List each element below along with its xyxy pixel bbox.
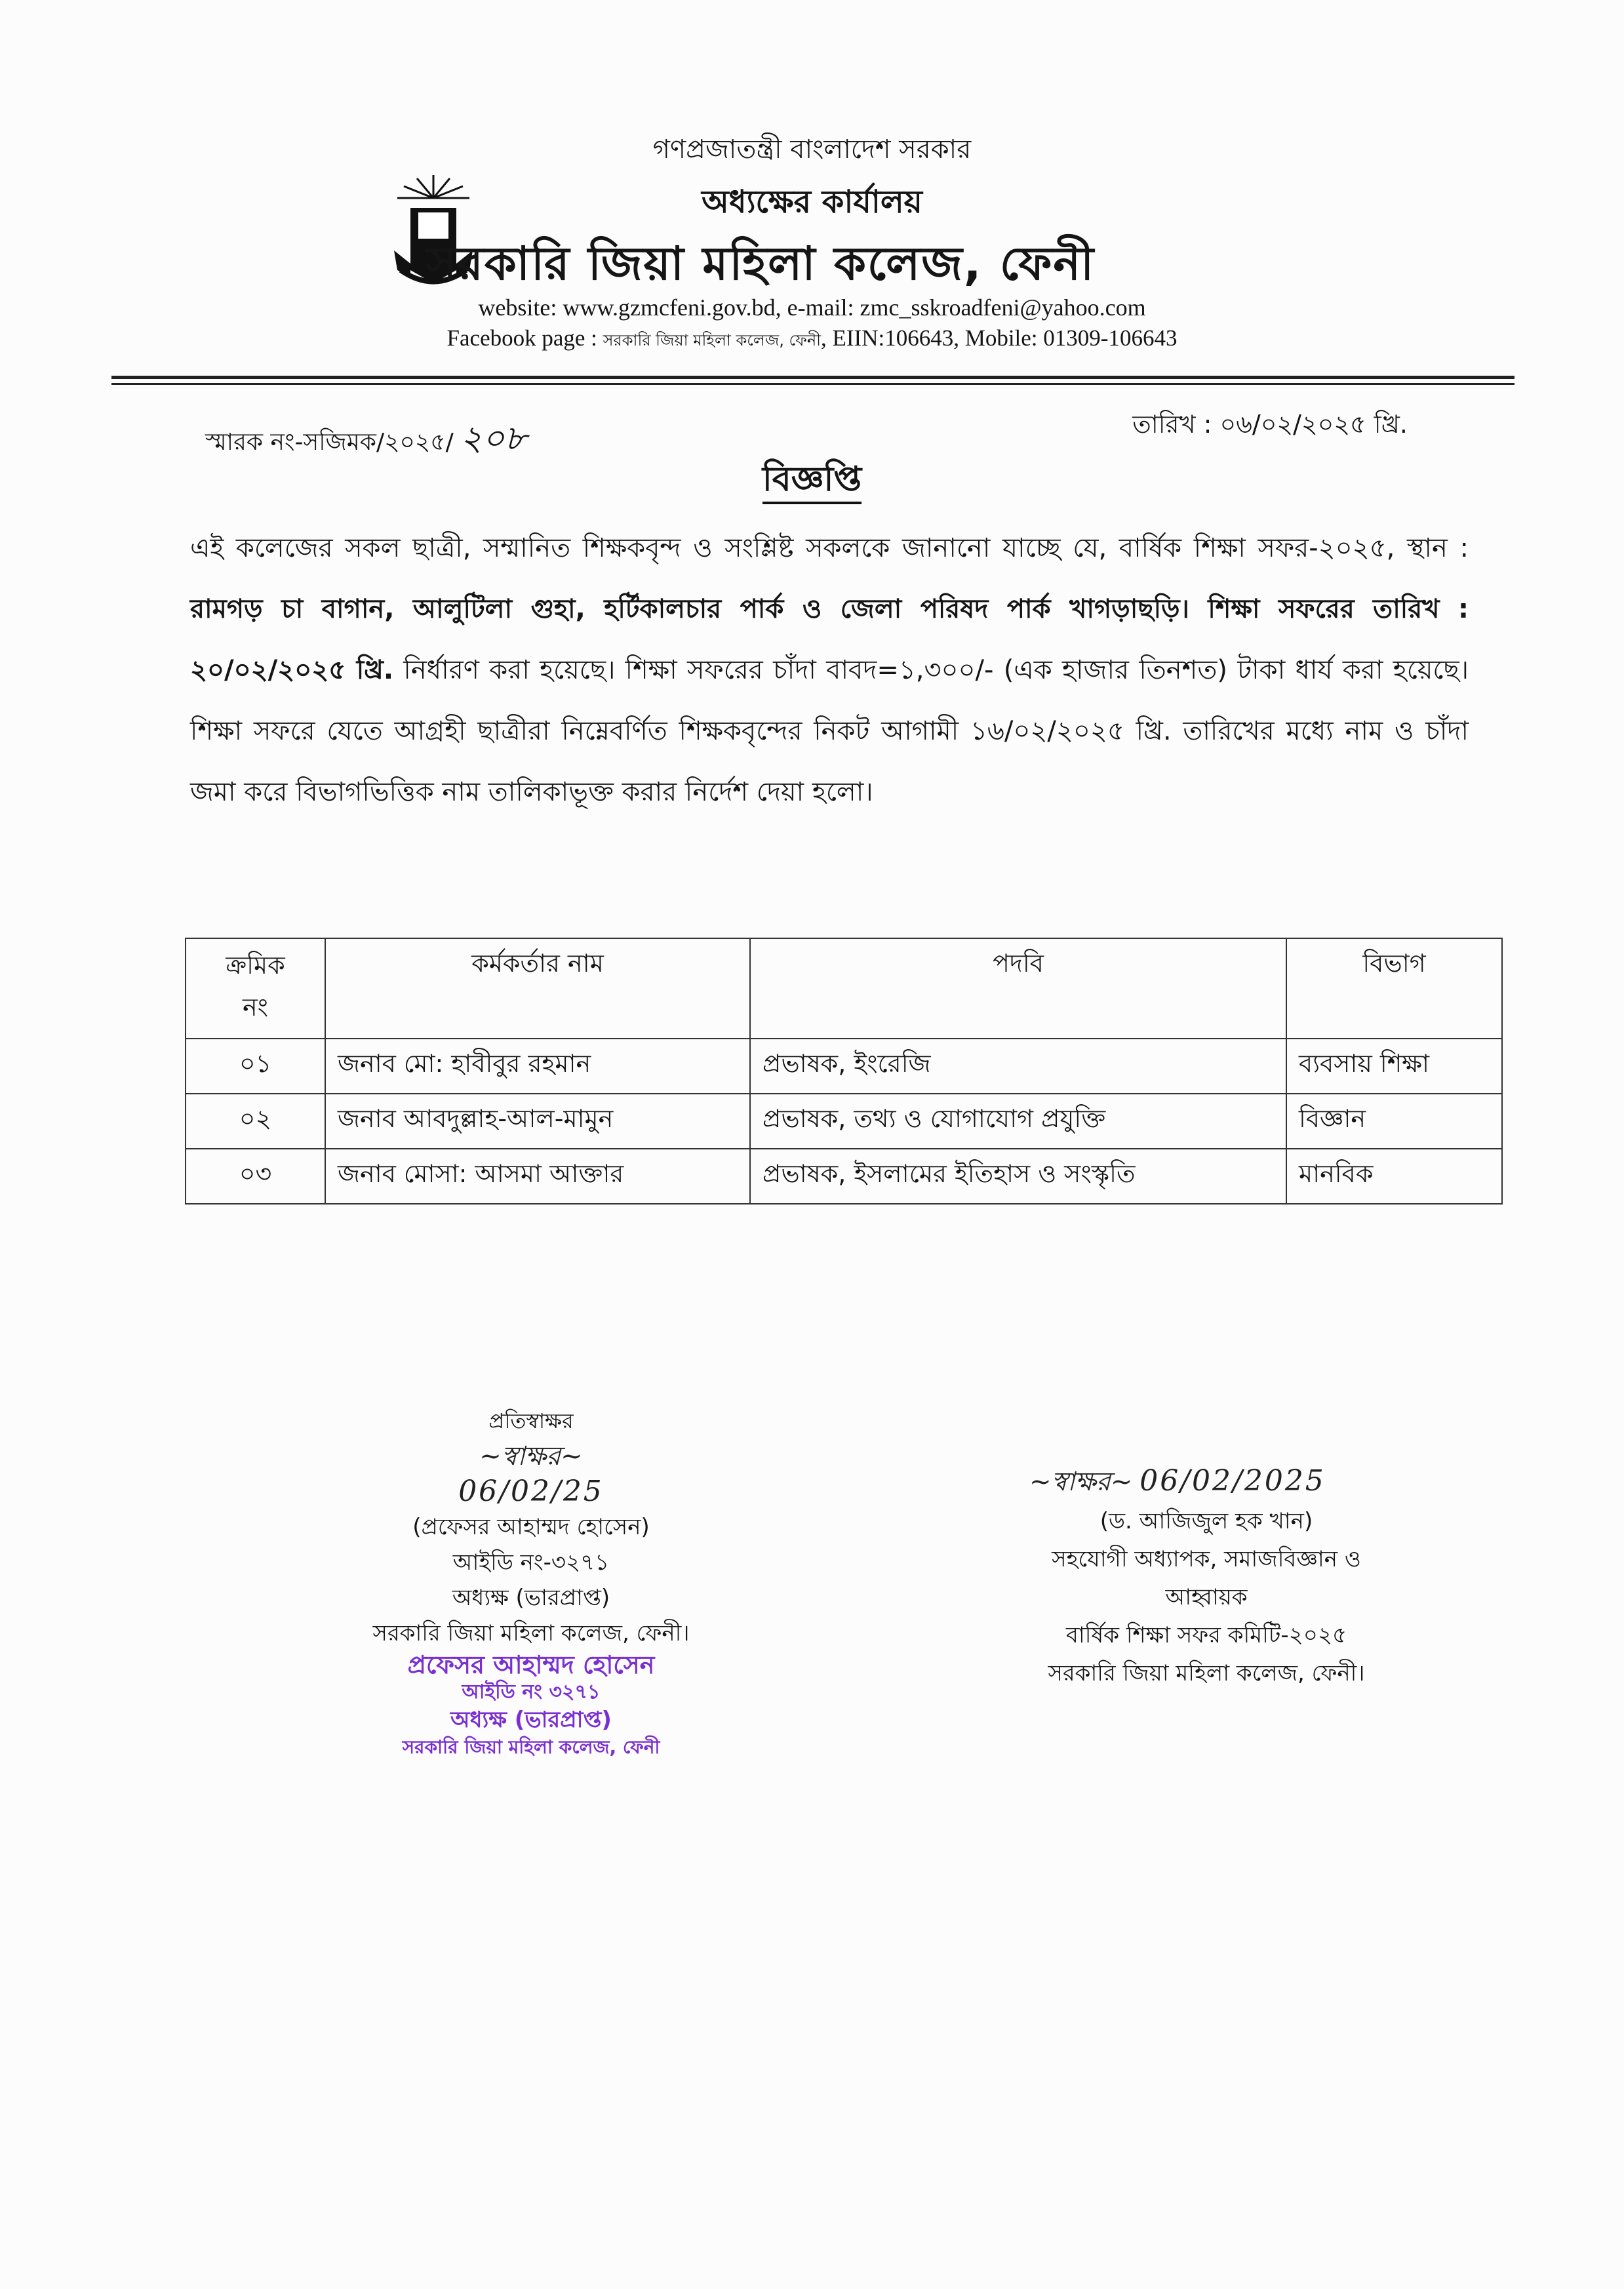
cell-serial: ০৩ xyxy=(186,1149,325,1204)
convener-role: আহ্বায়ক xyxy=(1165,1584,1248,1610)
government-title: গণপ্রজাতন্ত্রী বাংলাদেশ সরকার xyxy=(652,134,972,165)
notice-date: তারিখ : ০৬/০২/২০২৫ খ্রি. xyxy=(1132,410,1408,439)
convener-committee: বার্ষিক শিক্ষা সফর কমিটি-২০২৫ xyxy=(1065,1622,1347,1648)
notice-body-instructions: নির্ধারণ করা হয়েছে। শিক্ষা সফরের চাঁদা বাবদ=১,৩০০/- (এক হাজার তিনশত) টাকা ধার্য করা হয়েছে। শিক্ষা সফরে যেতে আগ্রহী ছাত্রীরা নিম্নেবর্ণিত শিক্ষকবৃন্দের নিকট আগামী ১৬/০২/২০২৫ খ্রি. তারিখের মধ্যে নাম ও চাঁদা জমা করে বিভাগভিত্তিক নাম তালিকাভূক্ত করার নির্দেশ দেয়া হলো। xyxy=(190,655,1469,807)
principal-designation: অধ্যক্ষ (ভারপ্রাপ্ত) xyxy=(452,1585,610,1611)
cell-serial: ০২ xyxy=(186,1094,325,1149)
notice-title-text: বিজ্ঞপ্তি xyxy=(762,460,862,504)
notice-body-intro: এই কলেজের সকল ছাত্রী, সম্মানিত শিক্ষকবৃন্দ ও সংশ্লিষ্ট সকলকে জানানো যাচ্ছে যে, বার্ষিক শিক্ষা সফর-২০২৫, স্থান : xyxy=(190,533,1469,563)
table-row xyxy=(186,1149,1502,1204)
notice-body xyxy=(190,518,1469,823)
cell-name: জনাব মোসা: আসমা আক্তার xyxy=(325,1149,750,1204)
memo-reference-handwritten: ২০৮ xyxy=(460,419,527,458)
cell-serial: ০১ xyxy=(186,1039,325,1094)
cell-designation: প্রভাষক, তথ্য ও যোগাযোগ প্রযুক্তি xyxy=(750,1094,1286,1149)
convener-designation: সহযোগী অধ্যাপক, সমাজবিজ্ঞান ও xyxy=(1052,1546,1361,1572)
principal-institution: সরকারি জিয়া মহিলা কলেজ, ফেনী। xyxy=(372,1620,690,1646)
header-serial-line2: নং xyxy=(242,993,269,1022)
cell-designation: প্রভাষক, ইসলামের ইতিহাস ও সংস্কৃতি xyxy=(750,1149,1286,1204)
principal-seal-stamp xyxy=(367,1651,695,1761)
header-designation: পদবি xyxy=(750,938,1286,1039)
memo-reference-prefix: স্মারক নং-সজিমক/২০২৫/ xyxy=(205,429,454,456)
eiin-mobile: , EIIN:106643, Mobile: 01309-106643 xyxy=(821,325,1178,351)
notice-body-places-date: রামগড় চা বাগান, আলুটিলা গুহা, হর্টিকালচার পার্ক ও জেলা পরিষদ পার্ক খাগড়াছড়ি। শিক্ষা সফরের তারিখ : ২০/০২/২০২৫ খ্রি. xyxy=(190,594,1469,685)
header-name: কর্মকর্তার নাম xyxy=(325,938,750,1039)
cell-department: মানবিক xyxy=(1286,1149,1502,1204)
header-divider-thick xyxy=(111,376,1515,379)
college-name: সরকারি জিয়া মহিলা কলেজ, ফেনী xyxy=(426,237,1096,290)
header-serial-line1: ক্রমিক xyxy=(226,951,285,980)
facebook-line xyxy=(0,325,1624,355)
principal-signature-block xyxy=(367,1403,695,1761)
principal-id: আইডি নং-৩২৭১ xyxy=(452,1549,610,1576)
convener-signature-date: 06/02/2025 xyxy=(1139,1464,1326,1498)
convener-institution: সরকারি জিয়া মহিলা কলেজ, ফেনী। xyxy=(1048,1660,1365,1686)
table-row xyxy=(186,1039,1502,1094)
stamp-id: আইডি নং ৩২৭১ xyxy=(462,1681,601,1703)
principal-signature: ~স্বাক্ষর~ xyxy=(479,1441,583,1471)
principal-name: (প্রফেসর আহাম্মদ হোসেন) xyxy=(412,1514,650,1540)
facebook-page-name: সরকারি জিয়া মহিলা কলেজ, ফেনী xyxy=(603,331,822,349)
convener-signature: ~স্বাক্ষর~ xyxy=(1029,1467,1133,1497)
cell-department: ব্যবসায় শিক্ষা xyxy=(1286,1039,1502,1094)
cell-name: জনাব মো: হাবীবুর রহমান xyxy=(325,1039,750,1094)
header-divider-thin xyxy=(111,383,1515,385)
facebook-label: Facebook page : xyxy=(446,325,603,351)
cell-department: বিজ্ঞান xyxy=(1286,1094,1502,1149)
convener-signature-line xyxy=(970,1462,1442,1502)
header-serial xyxy=(186,938,325,1039)
cell-name: জনাব আবদুল্লাহ-আল-মামুন xyxy=(325,1094,750,1149)
office-title: অধ্যক্ষের কার্যালয় xyxy=(702,184,922,220)
stamp-institution: সরকারি জিয়া মহিলা কলেজ, ফেনী xyxy=(402,1736,660,1758)
cell-designation: প্রভাষক, ইংরেজি xyxy=(750,1039,1286,1094)
convener-signature-block xyxy=(970,1462,1442,1692)
table-row xyxy=(186,1094,1502,1149)
stamp-name: প্রফেসর আহাম্মদ হোসেন xyxy=(407,1650,655,1679)
teacher-table xyxy=(185,938,1503,1204)
header-department: বিভাগ xyxy=(1286,938,1502,1039)
principal-signature-date: 06/02/25 xyxy=(458,1475,604,1508)
website-email-line: website: www.gzmcfeni.gov.bd, e-mail: zmc_sskroadfeni@yahoo.com xyxy=(478,294,1146,321)
table-header-row xyxy=(186,938,1502,1039)
countersign-label: প্রতিস্বাক্ষর xyxy=(488,1408,574,1433)
convener-name: (ড. আজিজুল হক খান) xyxy=(1099,1508,1313,1534)
notice-title xyxy=(0,452,1624,509)
stamp-designation: অধ্যক্ষ (ভারপ্রাপ্ত) xyxy=(450,1707,612,1733)
